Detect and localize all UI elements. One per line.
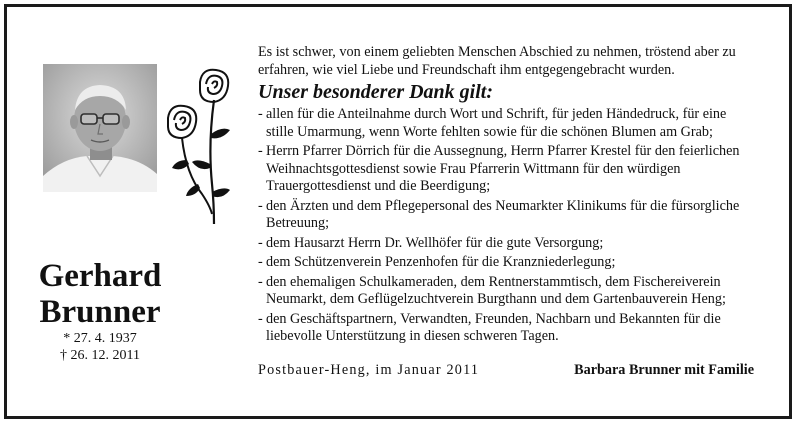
list-item-text: dem Schützenverein Penzenhofen für die Kranzniederlegung;: [266, 254, 616, 270]
death-date: † 26. 12. 2011: [60, 348, 140, 363]
signature: Barbara Brunner mit Familie: [574, 362, 754, 378]
list-item: - dem Hausarzt Herrn Dr. Wellhöfer für die gute Versorgung;: [258, 235, 754, 253]
deceased-last-name: Brunner: [39, 294, 161, 330]
life-dates: [20, 330, 180, 364]
birth-date: * 27. 4. 1937: [63, 331, 137, 346]
portrait-photo: [43, 64, 157, 192]
list-item-text: allen für die Anteilnahme durch Wort und Schrift, für jeden Händedruck, für eine stille Umarmung, wenn Worte fehlten sowie für die schönen Blumen am Grab;: [266, 106, 727, 140]
rose-icon: [162, 64, 242, 226]
list-item-text: den ehemaligen Schulkameraden, dem Rentnerstammtisch, dem Fischereiverein Neumarkt, dem Geflügelzuchtverein Burgthann und dem Gartenbauverein Heng;: [266, 273, 726, 307]
list-item: - dem Schützenverein Penzenhofen für die Kranzniederlegung;: [258, 254, 754, 272]
notice-text: [258, 44, 754, 348]
list-item-text: dem Hausarzt Herrn Dr. Wellhöfer für die gute Versorgung;: [266, 234, 604, 251]
list-item-text: den Ärzten und dem Pflegepersonal des Neumarkter Klinikums für die fürsorgliche Betreuung;: [266, 197, 740, 231]
notice-footer: [258, 362, 754, 379]
intro-paragraph: Es ist schwer, von einem geliebten Menschen Abschied zu nehmen, tröstend aber zu erfahren, wie viel Liebe und Freundschaft ihm entgegengebracht wurden.: [258, 44, 736, 78]
thanks-heading: Unser besonderer Dank gilt:: [258, 81, 494, 103]
place-date: Postbauer-Heng, im Januar 2011: [258, 362, 480, 378]
list-item: - Herrn Pfarrer Dörrich für die Aussegnung, Herrn Pfarrer Krestel für den feierlichen Weihnachtsgottesdienst sowie Frau Pfarrerin Wittmann für den würdigen Trauergottesdienst und die Beerdigung;: [258, 143, 754, 196]
list-item-text: den Geschäftspartnern, Verwandten, Freunden, Nachbarn und Bekannten für die liebevolle Unterstützung in diesen schweren Tagen.: [266, 310, 721, 344]
list-item-text: Herrn Pfarrer Dörrich für die Aussegnung, Herrn Pfarrer Krestel für den feierlichen Weihnachtsgottesdienst sowie Frau Pfarrerin Wittmann für den würdigen Trauergottesdienst und die Beerdigung;: [266, 143, 740, 194]
list-item: - allen für die Anteilnahme durch Wort und Schrift, für jeden Händedruck, für eine stille Umarmung, wenn Worte fehlten sowie für die schönen Blumen am Grab;: [258, 106, 754, 141]
list-item: - den Geschäftspartnern, Verwandten, Freunden, Nachbarn und Bekannten für die liebevolle Unterstützung in diesen schweren Tagen.: [258, 311, 754, 346]
list-item: - den Ärzten und dem Pflegepersonal des Neumarkter Klinikums für die fürsorgliche Betreuung;: [258, 198, 754, 233]
list-item: - den ehemaligen Schulkameraden, dem Rentnerstammtisch, dem Fischereiverein Neumarkt, dem Geflügelzuchtverein Burgthann und dem Gartenbauverein Heng;: [258, 274, 754, 309]
deceased-first-name: Gerhard: [38, 258, 162, 294]
